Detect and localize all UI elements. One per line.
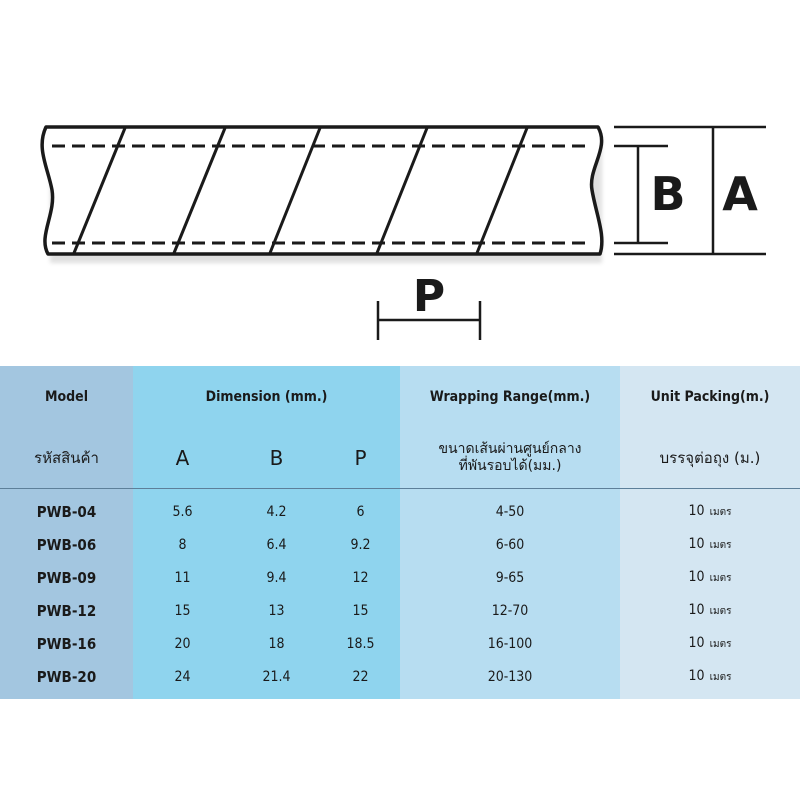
subheader-model-thai: รหัสสินค้า (0, 428, 133, 489)
subheader-unit-thai: บรรจุต่อถุง (ม.) (620, 428, 800, 489)
cell-b: 9.4 (232, 561, 321, 594)
cell-unit (620, 660, 800, 699)
cell-p: 15 (321, 594, 400, 627)
cell-range: 9-65 (400, 561, 620, 594)
cell-model: PWB-06 (0, 528, 133, 561)
cell-unit-value: 10 (688, 569, 705, 585)
table-row (0, 660, 800, 699)
table-subheader-row (0, 428, 800, 489)
cell-a: 8 (133, 528, 232, 561)
cell-unit-value: 10 (688, 536, 705, 552)
subheader-p: P (321, 428, 400, 489)
cell-unit (620, 627, 800, 660)
cell-model: PWB-16 (0, 627, 133, 660)
table-row (0, 627, 800, 660)
cell-range: 12-70 (400, 594, 620, 627)
table-row (0, 561, 800, 594)
cell-b: 21.4 (232, 660, 321, 699)
cell-unit-value: 10 (688, 602, 705, 618)
subheader-wrapping-line1: ขนาดเส้นผ่านศูนย์กลาง (438, 441, 582, 457)
cell-unit-word: เมตร (709, 606, 732, 617)
table-row (0, 594, 800, 627)
subheader-wrapping-thai (400, 428, 620, 489)
cell-b: 13 (232, 594, 321, 627)
table-header-row (0, 366, 800, 428)
cell-unit-value: 10 (688, 503, 705, 519)
cell-range: 16-100 (400, 627, 620, 660)
dimension-a-label: A (722, 167, 758, 221)
subheader-b: B (232, 428, 321, 489)
cell-b: 6.4 (232, 528, 321, 561)
cell-unit (620, 489, 800, 529)
cell-unit-value: 10 (688, 668, 705, 684)
cell-unit (620, 594, 800, 627)
subheader-a: A (133, 428, 232, 489)
cell-a: 24 (133, 660, 232, 699)
dimension-b-label: B (650, 167, 686, 221)
cell-unit-value: 10 (688, 635, 705, 651)
cell-model: PWB-12 (0, 594, 133, 627)
cell-range: 20-130 (400, 660, 620, 699)
cell-a: 11 (133, 561, 232, 594)
cell-p: 9.2 (321, 528, 400, 561)
cell-p: 22 (321, 660, 400, 699)
cell-unit-word: เมตร (709, 672, 732, 683)
spiral-wrap-drawing (0, 0, 800, 360)
cell-unit-word: เมตร (709, 507, 732, 518)
cell-b: 18 (232, 627, 321, 660)
cell-unit (620, 528, 800, 561)
spiral-wrap-diagram (0, 0, 800, 360)
cell-p: 12 (321, 561, 400, 594)
table-row (0, 489, 800, 529)
table-row (0, 528, 800, 561)
dimension-p-label: P (412, 271, 446, 322)
cell-unit (620, 561, 800, 594)
cell-model: PWB-20 (0, 660, 133, 699)
cell-model: PWB-04 (0, 489, 133, 529)
cell-model: PWB-09 (0, 561, 133, 594)
cell-a: 15 (133, 594, 232, 627)
cell-range: 6-60 (400, 528, 620, 561)
cell-b: 4.2 (232, 489, 321, 529)
cell-range: 4-50 (400, 489, 620, 529)
cell-p: 18.5 (321, 627, 400, 660)
header-dimension: Dimension (mm.) (133, 366, 400, 428)
spec-table (0, 366, 800, 699)
cell-p: 6 (321, 489, 400, 529)
cell-unit-word: เมตร (709, 639, 732, 650)
cell-unit-word: เมตร (709, 573, 732, 584)
header-model: Model (0, 366, 133, 428)
header-unit-packing: Unit Packing(m.) (620, 366, 800, 428)
header-wrapping-range: Wrapping Range(mm.) (400, 366, 620, 428)
cell-a: 20 (133, 627, 232, 660)
subheader-wrapping-line2: ที่พันรอบได้(มม.) (458, 458, 562, 474)
cell-a: 5.6 (133, 489, 232, 529)
cell-unit-word: เมตร (709, 540, 732, 551)
